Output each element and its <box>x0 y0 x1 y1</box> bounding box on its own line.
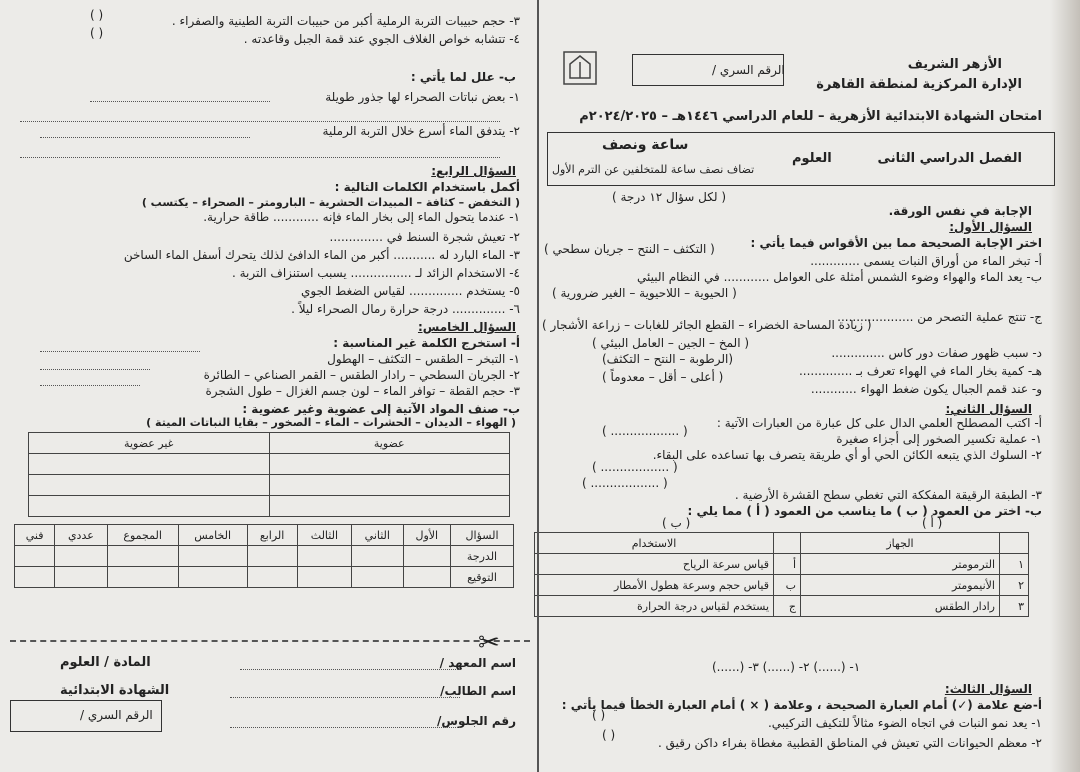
answer-line[interactable] <box>40 368 150 370</box>
q4-3: ٣- الماء البارد له ........... أكبر من الماء الدافئ لذلك يتحرك أسفل الماء الساخن <box>123 248 520 262</box>
q1-e-options: (الرطوبة – النتح – التكثف) <box>602 352 734 366</box>
q4-instruction: أكمل باستخدام الكلمات التالية : <box>334 180 520 194</box>
q3-s1-paren: ( ) <box>592 708 606 722</box>
q5-title: السؤال الخامس: <box>417 320 516 334</box>
q2-a-instruction: أ- اكتب المصطلح العلمي الدال على كل عبارة من العبارات الآتية : <box>716 416 1042 430</box>
answer-line[interactable] <box>20 156 500 158</box>
q4-6: ٦- .............. درجة حرارة رمال الصحراء ليلاً . <box>291 302 520 316</box>
grades-table: السؤال الأول الثاني الثالث الرابع الخامس المجموع عددي فني الدرجة التوقيع <box>14 524 514 588</box>
q1-title: السؤال الأول: <box>949 220 1032 234</box>
q2-a1: ١- عملية تكسير الصخور إلى أجزاء صغيرة <box>836 432 1042 446</box>
q5-2: ٢- الجريان السطحي – رادار الطقس – القمر الصناعي – الطائرة <box>203 368 520 382</box>
q3-s1: ١- يعد نمو النبات في اتجاه الضوء مثالاً للتكيف التركيبي. <box>767 716 1042 730</box>
q3-s2-paren: ( ) <box>602 728 616 742</box>
q4-4: ٤- الاستخدام الزائد لـ ................ يسبب استنزاف التربة . <box>231 266 520 280</box>
classify-table <box>28 432 510 517</box>
page-shadow <box>1050 0 1080 772</box>
secret-number-stub-label: الرقم السري / <box>80 708 153 722</box>
student-name-label: اسم الطالب/ <box>440 684 516 698</box>
q2-b-instruction: ب- اختر من العمود ( ب ) ما يناسب من العمود ( أ ) مما يلي : <box>687 504 1042 518</box>
table-row <box>29 475 510 496</box>
table-row: الدرجة <box>15 546 514 567</box>
left-column <box>0 0 536 772</box>
q1-d: د- سبب ظهور صفات دور كاس .............. <box>831 346 1042 360</box>
table-row: التوقيع <box>15 567 514 588</box>
certificate-stub: الشهادة الابتدائية <box>60 683 170 698</box>
q4-2: ٢- تعيش شجرة السنط في .............. <box>329 230 520 244</box>
institute-name-label: اسم المعهد / <box>439 656 516 670</box>
q4-1: ١- عندما يتحول الماء إلى بخار الماء فإنه ............ طاقة حرارية. <box>203 210 520 224</box>
tf-3: ٣- حجم حبيبات التربة الرملية أكبر من حبيبات التربة الطينية والصفراء . <box>171 14 520 28</box>
q2-a3: ٣- الطبقة الرقيقة المفككة التي تغطي سطح القشرة الأرضية . <box>734 488 1042 502</box>
right-column <box>542 0 1062 772</box>
azhar-logo-icon <box>560 48 600 88</box>
q1-b-options: ( الحيوية – اللاحيوية – الغير ضرورية ) <box>552 286 737 300</box>
answer-line[interactable] <box>40 136 250 138</box>
q2-col-b: ( ب ) <box>662 516 691 530</box>
q2-a2: ٢- السلوك الذي يتبعه الكائن الحي أو أي طريقة يتصرف بها تساعده على البقاء. <box>652 448 1042 462</box>
answer-line[interactable] <box>40 384 140 386</box>
azhar-title: الأزهر الشريف <box>907 57 1002 72</box>
subject-stub: المادة / العلوم <box>60 655 151 670</box>
duration-label: ساعة ونصف <box>602 137 689 153</box>
tf-4: ٤- تتشابه خواص الغلاف الجوي عند قمة الجبل وقاعدته . <box>243 32 520 46</box>
table-row <box>29 454 510 475</box>
q4-5: ٥- يستخدم .............. لقياس الضغط الجوي <box>301 284 520 298</box>
device-header: الجهاز <box>801 533 1000 554</box>
answer-line[interactable] <box>20 120 500 122</box>
q2-col-a: ( أ ) <box>922 516 943 530</box>
answer-note: الإجابة في نفس الورقة. <box>888 204 1032 218</box>
cut-line <box>10 640 530 642</box>
matching-table <box>534 532 1029 617</box>
q5-items: ( الهواء – الديدان – الحشرات – الماء – الصخور – بقايا النباتات الميتة ) <box>146 416 516 429</box>
q2-a1-paren: ( .................. ) <box>602 424 688 438</box>
q3-title: السؤال الثالث: <box>944 682 1032 696</box>
q4-title: السؤال الرابع: <box>431 164 516 178</box>
q1-b: ب- يعد الماء والهواء وضوء الشمس أمثلة على العوامل ............ في النظام البيئي <box>637 270 1042 284</box>
q5-b: ب- صنف المواد الآتية إلى عضوية وغير عضوية : <box>242 402 520 416</box>
organic-header: عضوية <box>269 433 510 454</box>
points-note: ( لكل سؤال ١٢ درجة ) <box>612 190 727 204</box>
secret-number-label: الرقم السري / <box>712 63 785 77</box>
seat-number-line[interactable] <box>230 726 460 728</box>
table-row: ١ الترمومتر أ قياس سرعة الرياح <box>535 554 1029 575</box>
q2-a3-paren: ( .................. ) <box>582 476 668 490</box>
answer-line[interactable] <box>40 350 200 352</box>
table-row: ٢ الأنيمومتر ب قياس حجم وسرعة هطول الأمطار <box>535 575 1029 596</box>
q1-a: أ- تبخر الماء من أوراق النبات يسمى ............. <box>810 254 1042 268</box>
scissors-icon: ✂ <box>478 628 500 658</box>
exam-title: امتحان الشهادة الابتدائية الأزهرية – للعام الدراسي ١٤٤٦هـ – ٢٠٢٤/٢٠٢٥م <box>579 109 1042 124</box>
subject-label: العلوم <box>792 151 832 166</box>
q2-answers: ١- (......) ٢- (......) ٣- (......) <box>712 660 861 674</box>
q3-instruction: أ-ضع علامة (✓) أمام العبارة الصحيحة ، وعلامة ( × ) أمام العبارة الخطأ فيما يأتي : <box>561 698 1042 712</box>
q4-words: ( التخفض – كثافة – المبيدات الحشرية – البارومتر – الصحراء – يكتسب ) <box>141 196 520 209</box>
tf-4-paren: ( ) <box>90 26 104 40</box>
q1-c-options: ( زيادة المساحة الخضراء – القطع الجائر للغابات – زراعة الأشجار ) <box>542 318 872 332</box>
q1-d-options: ( المخ – الجين – العامل البيئي ) <box>592 336 750 350</box>
q1-f-options: ( أعلى – أقل – معدوماً ) <box>602 370 724 384</box>
reason-2: ٢- يتدفق الماء أسرع خلال التربة الرملية <box>322 124 520 138</box>
q2-a2-paren: ( .................. ) <box>592 460 678 474</box>
column-divider <box>537 0 539 772</box>
use-header: الاستخدام <box>535 533 774 554</box>
student-name-line[interactable] <box>230 696 460 698</box>
admin-title: الإدارة المركزية لمنطقة القاهرة <box>816 77 1022 92</box>
term-label: الفصل الدراسي الثانى <box>877 151 1022 166</box>
q5-a: أ- استخرج الكلمة غير المناسبة : <box>333 336 520 350</box>
table-row: ٣ رادار الطقس ج يستخدم لقياس درجة الحرارة <box>535 596 1029 617</box>
q3-s2: ٢- معظم الحيوانات التي تعيش في المناطق القطبية مغطاة بفراء داكن رقيق . <box>657 736 1042 750</box>
reason-1: ١- بعض نباتات الصحراء لها جذور طويلة <box>325 90 520 104</box>
reason-title: ب- علل لما يأتي : <box>410 70 516 84</box>
q1-instruction: اختر الإجابة الصحيحة مما بين الأقواس فيما يأتي : <box>750 236 1042 250</box>
table-row <box>29 496 510 517</box>
answer-line[interactable] <box>90 100 270 102</box>
q2-title: السؤال الثاني: <box>945 402 1032 416</box>
q5-1: ١- التبخر – الطقس – التكثف – الهطول <box>327 352 520 366</box>
q1-e: هـ- كمية بخار الماء في الهواء تعرف بـ .............. <box>798 364 1042 378</box>
q1-f: و- عند قمم الجبال يكون ضغط الهواء ............ <box>810 382 1042 396</box>
tf-3-paren: ( ) <box>90 8 104 22</box>
q1-a-options: ( التكثف – النتح – جريان سطحي ) <box>544 242 715 256</box>
q5-3: ٣- حجم القطة – توافر الماء – لون جسم الغزال – طول الشجرة <box>205 384 520 398</box>
extra-time-note: تضاف نصف ساعة للمتخلفين عن الترم الأول <box>552 163 755 176</box>
inorganic-header: غير عضوية <box>29 433 270 454</box>
institute-name-line[interactable] <box>240 668 460 670</box>
seat-number-label: رقم الجلوس/ <box>437 714 516 728</box>
q1-c: ج- تنتج عملية التصحر من .................... <box>837 310 1042 324</box>
